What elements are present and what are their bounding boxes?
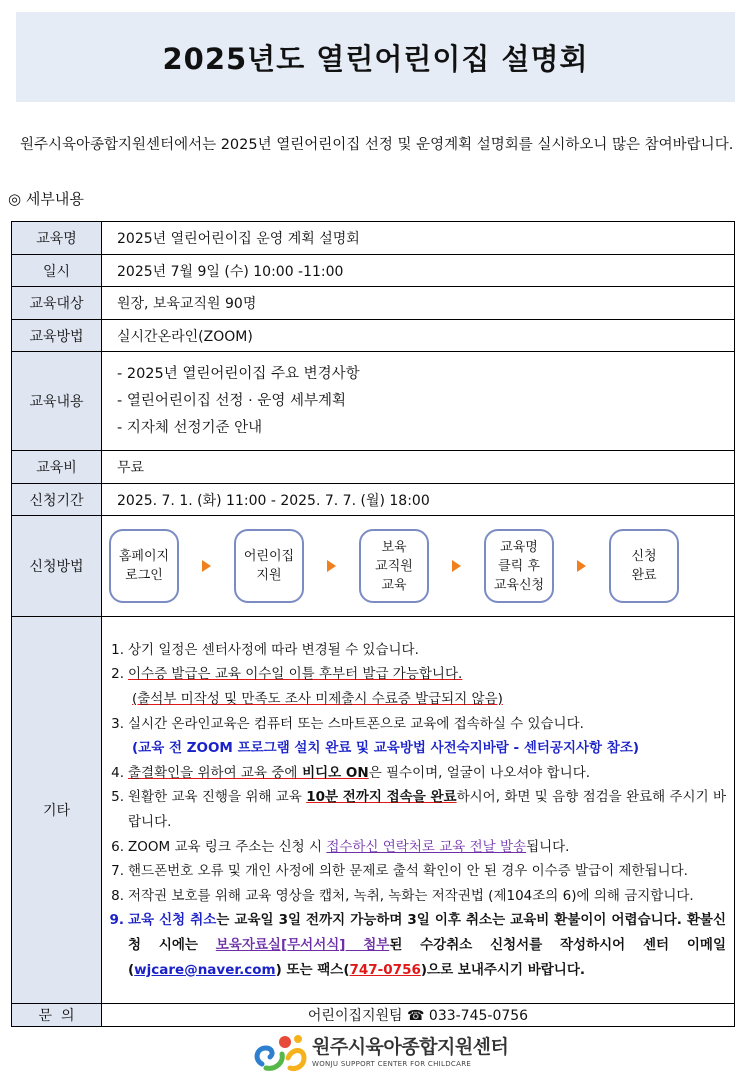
row-etc — [12, 617, 735, 1004]
label-method: 교육방법 — [12, 320, 102, 352]
note-item: 9. 교육 신청 취소는 교육일 3일 전까지 가능하며 3일 이후 취소는 교육비 환불이이 어렵습니다. 환불신청 시에는 보육자료실[무서서식] 첨부된 수강취소 신청서를 작성하시어 센터 이메일(wjcare@naver.com) 또는 팩스(747-0756)으로 보내주시기 바랍니다. — [109, 912, 726, 978]
step-staff-education: 보육 교직원 교육 — [359, 529, 429, 603]
arrow-right-icon — [452, 560, 461, 572]
note-item: 4. 출결확인을 위하여 교육 중에 비디오 ON은 필수이며, 얼굴이 나오셔야 합니다. — [111, 764, 591, 781]
value-date: 2025년 7월 9일 (수) 10:00 -11:00 — [102, 255, 735, 287]
row-target — [12, 287, 735, 320]
notes-list — [102, 636, 734, 984]
note-item: 2. 이수증 발급은 교육 이수일 이틀 후부터 발급 가능합니다. — [111, 666, 463, 683]
logo-english: WONJU SUPPORT CENTER FOR CHILDCARE — [312, 1060, 472, 1068]
section-heading: ◎ 세부내용 — [8, 190, 84, 208]
note-sub: (교육 전 ZOOM 프로그램 설치 완료 및 교육방법 사전숙지바람 - 센터공지사항 참조) — [132, 740, 640, 757]
title-banner — [16, 12, 735, 102]
row-contact — [12, 1004, 735, 1027]
apply-flow — [102, 516, 734, 616]
label-etc: 기타 — [12, 617, 102, 1004]
row-content — [12, 352, 735, 451]
value-etc — [102, 617, 735, 1004]
step-click-apply: 교육명 클릭 후 교육신청 — [484, 529, 554, 603]
content-item: - 열린어린이집 선정 · 운영 세부계획 — [117, 392, 346, 409]
center-logo-icon — [252, 1030, 310, 1074]
arrow-right-icon — [577, 560, 586, 572]
note-sub: (출석부 미작성 및 만족도 조사 미제출시 수료증 발급되지 않음) — [132, 691, 503, 708]
row-method — [12, 320, 735, 352]
value-content — [102, 352, 735, 451]
label-content: 교육내용 — [12, 352, 102, 451]
note-item: 8. 저작권 보호를 위해 교육 영상을 캡처, 녹취, 녹화는 저작권법 (제104조의 6)에 의해 금지합니다. — [111, 887, 694, 904]
row-apply — [12, 516, 735, 617]
page-title: 2025년도 열린어린이집 설명회 — [162, 41, 589, 76]
content-item: - 2025년 열린어린이집 주요 변경사항 — [117, 365, 360, 382]
label-fee: 교육비 — [12, 451, 102, 484]
detail-table — [11, 221, 735, 1027]
arrow-right-icon — [327, 560, 336, 572]
value-target: 원장, 보육교직원 90명 — [102, 287, 735, 320]
row-fee — [12, 451, 735, 484]
value-contact: 어린이집지원팀 ☎ 033-745-0756 — [102, 1004, 735, 1027]
step-homepage-login: 홈페이지 로그인 — [109, 529, 179, 603]
note-item: 5. 원활한 교육 진행을 위해 교육 10분 전까지 접속을 완료하시어, 화면 및 음향 점검을 완료해 주시기 바랍니다. — [111, 789, 726, 830]
center-logo — [252, 1030, 508, 1074]
label-target: 교육대상 — [12, 287, 102, 320]
value-apply — [102, 516, 735, 617]
note-item: 7. 핸드폰번호 오류 및 개인 사정에 의한 문제로 출석 확인이 안 된 경우 이수증 발급이 제한됩니다. — [111, 863, 688, 880]
note-item: 3. 실시간 온라인교육은 컴퓨터 또는 스마트폰으로 교육에 접속하실 수 있습니다. — [111, 715, 584, 732]
step-daycare-support: 어린이집 지원 — [234, 529, 304, 603]
intro-text: 원주시육아종합지원센터에서는 2025년 열린어린이집 선정 및 운영계획 설명회를 실시하오니 많은 참여바랍니다. — [20, 137, 734, 153]
value-name: 2025년 열린어린이집 운영 계획 설명회 — [102, 222, 735, 255]
row-date — [12, 255, 735, 287]
value-fee: 무료 — [102, 451, 735, 484]
arrow-right-icon — [202, 560, 211, 572]
label-contact: 문 의 — [12, 1004, 102, 1027]
value-period: 2025. 7. 1. (화) 11:00 - 2025. 7. 7. (월) 18:00 — [102, 484, 735, 516]
note-item: 1. 상기 일정은 센터사정에 따라 변경될 수 있습니다. — [111, 641, 419, 658]
logo-name: 원주시육아종합지원센터 — [312, 1036, 509, 1058]
row-name — [12, 222, 735, 255]
note-item: 6. ZOOM 교육 링크 주소는 신청 시 접수하신 연락처로 교육 전날 발송됩니다. — [111, 838, 570, 855]
row-period — [12, 484, 735, 516]
step-complete: 신청 완료 — [609, 529, 679, 603]
label-name: 교육명 — [12, 222, 102, 255]
label-apply: 신청방법 — [12, 516, 102, 617]
label-period: 신청기간 — [12, 484, 102, 516]
label-date: 일시 — [12, 255, 102, 287]
value-method: 실시간온라인(ZOOM) — [102, 320, 735, 352]
content-item: - 지자체 선정기준 안내 — [117, 419, 263, 436]
